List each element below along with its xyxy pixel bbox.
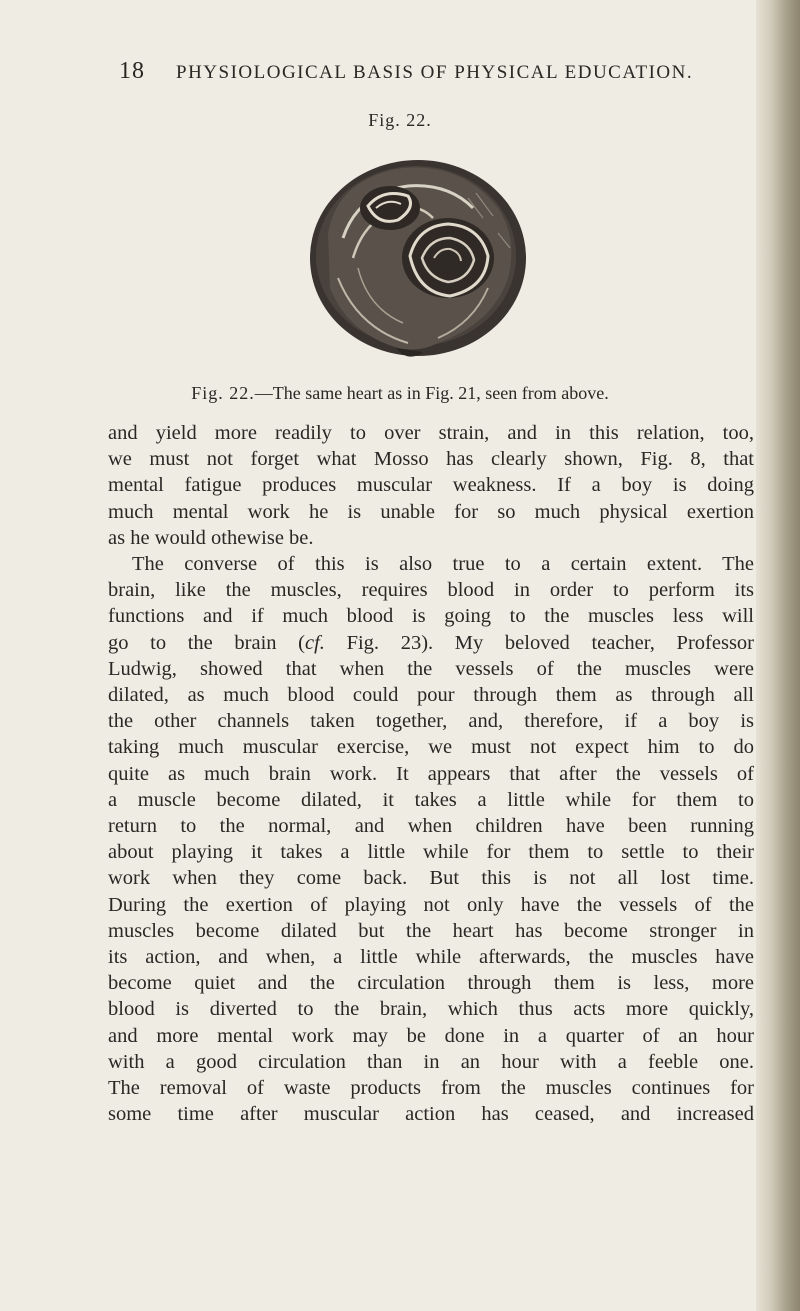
text-segment: Fig. 23). My beloved teacher, Professor	[324, 631, 754, 654]
figure-caption	[0, 383, 800, 404]
text-line: functions and if much blood is going to the muscles less will	[108, 605, 754, 628]
text-line: During the exertion of playing not only have the vessels of the	[108, 893, 754, 916]
text-line: and yield more readily to over strain, and in this relation, too,	[108, 422, 754, 444]
text-line: work when they come back. But this is not all lost time.	[108, 867, 754, 890]
paragraph-1	[108, 420, 754, 551]
page-number: 18	[119, 58, 145, 84]
cf-abbreviation: cf.	[305, 631, 325, 654]
caption-label: Fig. 22.	[191, 383, 255, 403]
text-line: we must not forget what Mosso has clearly shown, Fig. 8, that	[108, 448, 754, 471]
text-segment: go to the brain (	[108, 631, 306, 654]
text-line: about playing it takes a little while for them to settle to their	[108, 841, 754, 864]
paragraph-2	[108, 551, 754, 1127]
running-head	[0, 58, 760, 88]
text-line: as he would othewise be.	[108, 526, 314, 549]
body-text	[108, 420, 754, 1127]
text-line: return to the normal, and when children have been running	[108, 815, 754, 838]
text-line: and more mental work may be done in a quarter of an hour	[108, 1024, 754, 1047]
text-line: muscles become dilated but the heart has become stronger in	[108, 919, 754, 942]
figure-label: Fig. 22.	[368, 110, 432, 130]
heart-illustration	[298, 138, 538, 378]
text-line: its action, and when, a little while afterwards, the muscles have	[108, 946, 754, 969]
text-line: with a good circulation than in an hour with a feeble one.	[108, 1050, 754, 1073]
text-line: brain, like the muscles, requires blood in order to perform its	[108, 579, 754, 602]
text-line: The removal of waste products from the muscles continues for	[108, 1077, 754, 1100]
text-line: Ludwig, showed that when the vessels of the muscles were	[108, 657, 754, 680]
text-line: a muscle become dilated, it takes a little while for them to	[108, 788, 754, 811]
text-line: dilated, as much blood could pour through them as through all	[108, 684, 754, 707]
heart-drawing	[310, 160, 526, 357]
text-line: The converse of this is also true to a certain extent. The	[132, 553, 754, 576]
caption-text: —The same heart as in Fig. 21, seen from above.	[254, 383, 609, 403]
text-line: become quiet and the circulation through them is less, more	[108, 972, 754, 995]
text-line: the other channels taken together, and, therefore, if a boy is	[108, 710, 754, 733]
text-line: much mental work he is unable for so much physical exertion	[108, 500, 754, 523]
text-line: some time after muscular action has ceased, and increased	[108, 1103, 754, 1126]
text-line: blood is diverted to the brain, which thus acts more quickly,	[108, 998, 754, 1021]
running-title: PHYSIOLOGICAL BASIS OF PHYSICAL EDUCATION.	[176, 62, 694, 83]
text-line: quite as much brain work. It appears that after the vessels of	[108, 762, 754, 785]
text-line	[108, 630, 754, 656]
text-line: taking much muscular exercise, we must not expect him to do	[108, 736, 754, 759]
text-line: mental fatigue produces muscular weakness. If a boy is doing	[108, 474, 754, 497]
page-edge	[756, 0, 800, 1311]
